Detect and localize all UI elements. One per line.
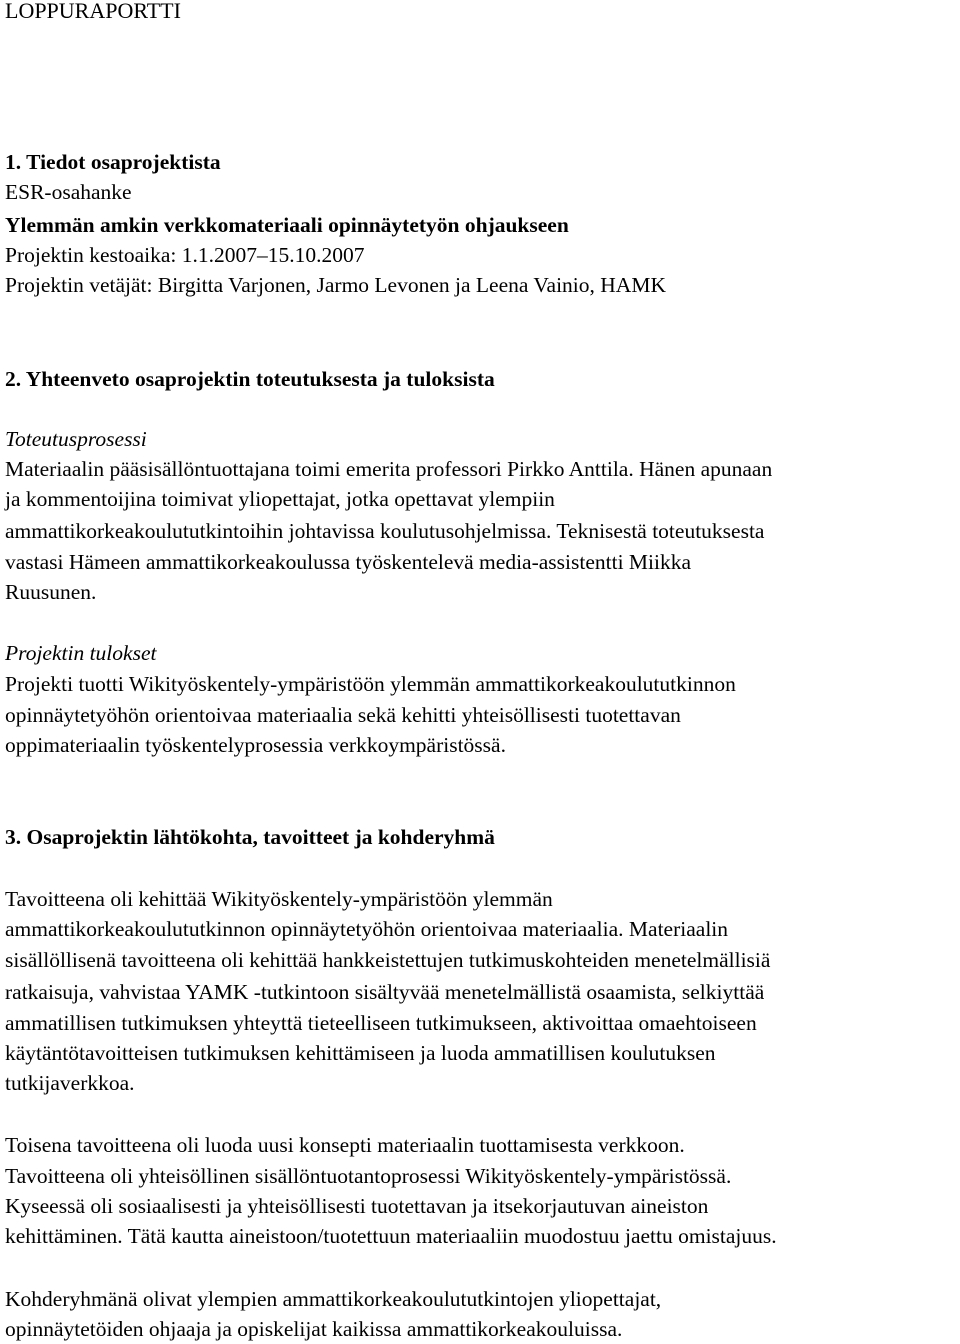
paragraph-line: kehittäminen. Tätä kautta aineistoon/tuotettuun materiaaliin muodostuu jaettu omistajuus. [5,1224,777,1248]
paragraph-line: Projekti tuotti Wikityöskentely-ympäristöön ylemmän ammattikorkeakoulututkinnon [5,672,736,696]
project-leaders: Projektin vetäjät: Birgitta Varjonen, Jarmo Levonen ja Leena Vainio, HAMK [5,273,666,297]
section-1-heading: 1. Tiedot osaprojektista [5,150,221,174]
paragraph-line: Ruusunen. [5,580,97,604]
paragraph-line: opinnäytetyöhön orientoivaa materiaalia sekä kehitti yhteisöllisesti tuotettavan [5,703,681,727]
project-duration: Projektin kestoaika: 1.1.2007–15.10.2007 [5,243,365,267]
paragraph-line: Materiaalin pääsisällöntuottajana toimi emerita professori Pirkko Anttila. Hänen apunaan [5,457,773,481]
subheading-implementation: Toteutusprosessi [5,427,147,451]
paragraph-line: oppimateriaalin työskentelyprosessia verkkoympäristössä. [5,733,506,757]
paragraph-line: ja kommentoijina toimivat yliopettajat, jotka opettavat ylempiin [5,487,555,511]
project-type: ESR-osahanke [5,180,132,204]
section-2-heading: 2. Yhteenveto osaprojektin toteutuksesta ja tuloksista [5,367,495,391]
document-title: LOPPURAPORTTI [5,0,181,23]
paragraph-line: ammattikorkeakoulututkinnon opinnäytetyöhön orientoivaa materiaalia. Materiaalin [5,917,729,941]
paragraph-line: käytäntötavoitteisen tutkimuksen kehittämiseen ja luoda ammatillisen koulutuksen [5,1041,716,1065]
project-name: Ylemmän amkin verkkomateriaali opinnäytetyön ohjaukseen [5,213,569,237]
paragraph-line: sisällöllisenä tavoitteena oli kehittää hankkeistettujen tutkimuskohteiden menetelmällisiä [5,948,771,972]
paragraph-line: ratkaisuja, vahvistaa YAMK -tutkintoon sisältyvää menetelmällistä osaamista, selkiyttää [5,980,765,1004]
paragraph-line: Tavoitteena oli kehittää Wikityöskentely-ympäristöön ylemmän [5,887,553,911]
paragraph-line: Kyseessä oli sosiaalisesti ja yhteisöllisesti tuotettavan ja itsekorjautuvan aineiston [5,1194,709,1218]
paragraph-line: Tavoitteena oli yhteisöllinen sisällöntuotantoprosessi Wikityöskentely-ympäristössä. [5,1164,732,1188]
paragraph-line: ammattikorkeakoulututkintoihin johtavissa koulutusohjelmissa. Teknisestä toteutuksesta [5,519,765,543]
paragraph-line: Toisena tavoitteena oli luoda uusi konsepti materiaalin tuottamisesta verkkoon. [5,1133,685,1157]
paragraph-line: tutkijaverkkoa. [5,1071,135,1095]
paragraph-line: ammatillisen tutkimuksen yhteyttä tieteelliseen tutkimukseen, aktivoittaa omaehtoiseen [5,1011,757,1035]
paragraph-line: Kohderyhmänä olivat ylempien ammattikorkeakoulututkintojen yliopettajat, [5,1287,662,1311]
paragraph-line: vastasi Hämeen ammattikorkeakoulussa työskentelevä media-assistentti Miikka [5,550,692,574]
paragraph-line: opinnäytetöiden ohjaaja ja opiskelijat kaikissa ammattikorkeakouluissa. [5,1317,623,1341]
subheading-results: Projektin tulokset [5,641,157,665]
section-3-heading: 3. Osaprojektin lähtökohta, tavoitteet ja kohderyhmä [5,825,495,849]
